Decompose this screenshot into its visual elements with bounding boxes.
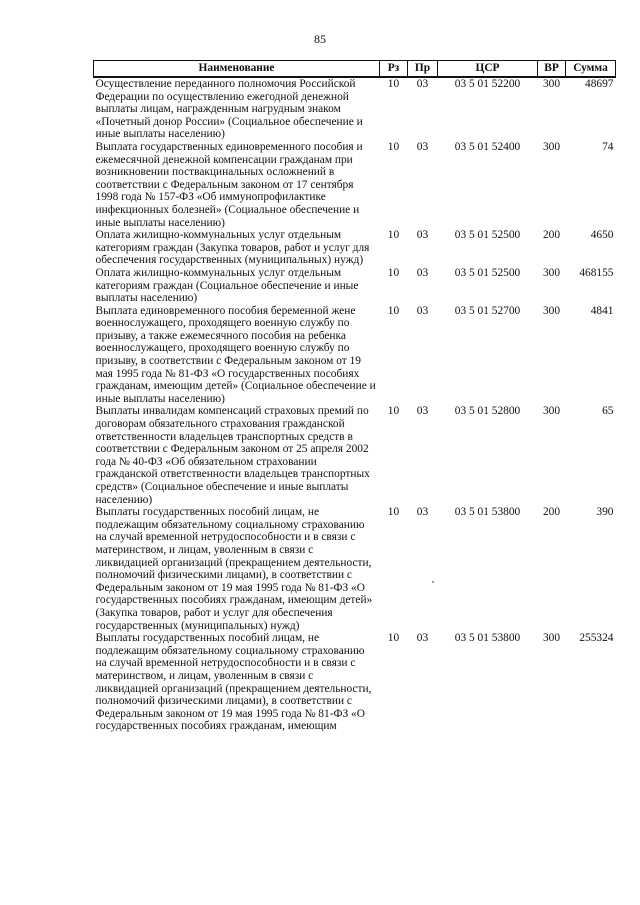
table-header — [94, 61, 616, 78]
row-vr: 300 — [542, 632, 561, 645]
header-csr: ЦСР — [438, 61, 538, 78]
table-row — [94, 632, 616, 733]
row-vr: 300 — [542, 78, 561, 90]
table-row — [94, 305, 616, 406]
row-csr: 03 5 01 53800 — [454, 506, 521, 519]
row-sum: 468155 — [579, 266, 614, 279]
row-rz: 10 — [387, 506, 400, 519]
table-row — [94, 229, 616, 267]
row-name: Осуществление переданного полномочия Российской Федерации по осуществлению ежегодной денежной выплаты лицам, награжденным нагрудным знаком «Почетный донор России» (Социальное обеспечение и иные выплаты населению) — [95, 78, 363, 141]
row-name: Выплата единовременного пособия беременной жене военнослужащего, проходящего военную службу по призыву, а также ежемесячного пособия на ребенка военнослужащего, проходящего военную службу по призыву, в соответствии с Федеральным законом от 19 мая 1995 года № 81-ФЗ «О государственных пособиях гражданам, имеющим детей» (Социальное обеспечение и иные выплаты населению) — [95, 304, 376, 405]
row-pr: 03 — [416, 506, 429, 519]
table-row — [94, 405, 616, 506]
row-name: Выплаты государственных пособий лицам, не подлежащим обязательному социальному страхованию на случай временной нетрудоспособности и в связи с материнством, и лицам, уволенным в связи с ликвидацией организаций (прекращением деятельности, полномочий физическими лицами), в соответствии с Федеральным законом от 19 мая 1995 года № 81-ФЗ «О государственных пособиях гражданам, имеющим — [95, 632, 372, 733]
scan-speck — [432, 581, 434, 583]
row-sum: 4841 — [590, 304, 614, 317]
row-name: Оплата жилищно-коммунальных услуг отдельным категориям граждан (Социальное обеспечение и иные выплаты населению) — [95, 266, 359, 305]
row-pr: 03 — [416, 632, 429, 645]
row-rz: 10 — [387, 229, 400, 242]
row-vr: 300 — [542, 140, 561, 153]
row-sum: 4650 — [590, 229, 614, 242]
header-vr: ВР — [538, 61, 566, 78]
budget-table — [93, 60, 616, 733]
row-rz: 10 — [387, 140, 400, 153]
row-sum: 255324 — [579, 632, 614, 645]
row-sum: 48697 — [585, 78, 614, 90]
row-vr: 300 — [542, 405, 561, 418]
row-csr: 03 5 01 52200 — [454, 78, 521, 90]
row-csr: 03 5 01 53800 — [454, 632, 521, 645]
row-pr: 03 — [416, 140, 429, 153]
page-number: 85 — [314, 32, 326, 46]
table-row — [94, 267, 616, 305]
header-pr: Пр — [408, 61, 438, 78]
row-pr: 03 — [416, 405, 429, 418]
table-row — [94, 141, 616, 229]
row-pr: 03 — [416, 229, 429, 242]
row-sum: 65 — [602, 405, 614, 418]
row-rz: 10 — [387, 405, 400, 418]
row-vr: 300 — [542, 304, 561, 317]
row-rz: 10 — [387, 632, 400, 645]
header-sum: Сумма — [566, 61, 616, 78]
row-pr: 03 — [416, 266, 429, 279]
row-sum: 390 — [596, 506, 614, 519]
row-vr: 300 — [542, 266, 561, 279]
table-body — [94, 77, 616, 733]
header-name: Наименование — [94, 61, 380, 78]
row-vr: 200 — [542, 229, 561, 242]
row-name: Выплата государственных единовременного пособия и ежемесячной денежной компенсации гражданам при возникновении поствакцинальных осложнений в соответствии с Федеральным законом от 17 сентября 1998 года № 157-ФЗ «Об иммунопрофилактике инфекционных болезней» (Социальное обеспечение и иные выплаты населению) — [95, 140, 363, 229]
table-row — [94, 77, 616, 141]
row-name: Оплата жилищно-коммунальных услуг отдельным категориям граждан (Закупка товаров, работ и услуг для обеспечения государственных (муниципальных) нужд) — [95, 229, 370, 267]
row-rz: 10 — [387, 304, 400, 317]
header-row — [94, 61, 616, 78]
row-name: Выплаты государственных пособий лицам, не подлежащим обязательному социальному страхованию на случай временной нетрудоспособности и в связи с материнством, и лицам, уволенным в связи с ликвидацией организаций (прекращением деятельности, полномочий физическими лицами), в соответствии с Федеральным законом от 19 мая 1995 года № 81-ФЗ «О государственных пособиях гражданам, имеющим детей» (Закупка товаров, работ и услуг для обеспечения государственных (муниципальных) нужд) — [95, 506, 373, 632]
row-csr: 03 5 01 52700 — [454, 304, 521, 317]
table-row — [94, 506, 616, 632]
row-name: Выплаты инвалидам компенсаций страховых премий по договорам обязательного страхования гражданской ответственности владельцев транспортных средств в соответствии с Федеральным законом от 25 апреля 2002 года № 40-ФЗ «Об обязательном страховании гражданской ответственности владельцев транспортных средств» (Социальное обеспечение и иные выплаты населению) — [95, 405, 370, 506]
row-csr: 03 5 01 52500 — [454, 229, 521, 242]
row-pr: 03 — [416, 304, 429, 317]
row-pr: 03 — [416, 78, 429, 90]
row-rz: 10 — [387, 266, 400, 279]
row-csr: 03 5 01 52800 — [454, 405, 521, 418]
row-csr: 03 5 01 52500 — [454, 266, 521, 279]
header-rz: Рз — [380, 61, 408, 78]
row-csr: 03 5 01 52400 — [454, 140, 521, 153]
row-rz: 10 — [387, 78, 400, 90]
row-sum: 74 — [602, 140, 614, 153]
row-vr: 200 — [542, 506, 561, 519]
